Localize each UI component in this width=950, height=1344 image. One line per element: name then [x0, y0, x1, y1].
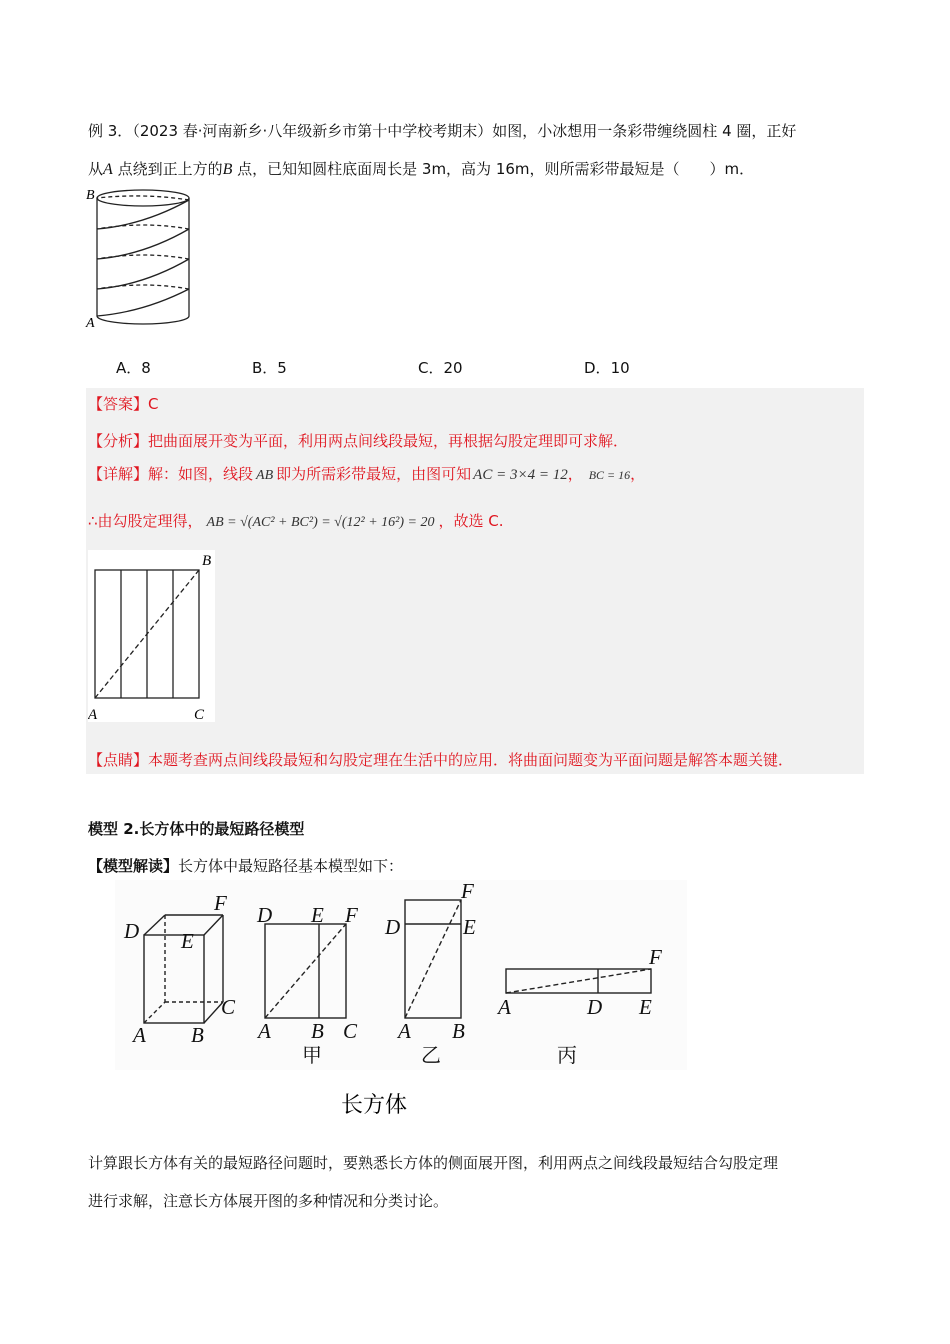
unrolled-label-b: B [202, 553, 212, 569]
answer-value: C [148, 395, 159, 413]
point-tag: 【点睛】 [88, 751, 149, 769]
label-yi: 乙 [421, 1045, 441, 1067]
unrolled-label-a: A [88, 707, 98, 722]
jia-label-b: B [311, 1019, 324, 1043]
jia-label-a: A [258, 1019, 271, 1043]
box-label-f: F [214, 891, 227, 915]
bing-label-a: A [498, 995, 511, 1019]
detail-line: 【详解】解：如图，线段 AB 即为所需彩带最短，由图可知 AC = 3×4 = 12， BC = 16， [88, 465, 646, 483]
question-line-1 [88, 120, 796, 141]
label-jia: 甲 [302, 1045, 322, 1067]
cuboid-diagrams [115, 880, 687, 1116]
equation-ab: AB = √(AC² + BC²) = √(12² + 16²) = 20 [206, 515, 435, 530]
detail-tag: 【详解】 [88, 465, 149, 483]
therefore-text: ∴由勾股定理得， [88, 512, 203, 530]
detail-text-a: 解：如图，线段 [148, 465, 254, 483]
option-c[interactable]: C．20 [418, 359, 463, 377]
box-label-b: B [191, 1023, 204, 1047]
analysis-tag: 【分析】 [88, 432, 149, 450]
example-label: 例 3． [88, 122, 133, 140]
option-b[interactable]: B．5 [252, 359, 287, 377]
yi-label-b: B [452, 1019, 465, 1043]
detail-text-b: 即为所需彩带最短，由图可知 [276, 465, 472, 483]
bing-label-f: F [649, 945, 662, 969]
label-bing: 丙 [557, 1045, 577, 1067]
cylinder-label-a: A [86, 316, 95, 331]
option-d[interactable]: D．10 [584, 359, 630, 377]
model-intro-text: 长方体中最短路径基本模型如下： [178, 857, 404, 875]
question-line-2 [88, 158, 754, 179]
jia-label-f: F [345, 903, 358, 927]
point-b: B [222, 161, 233, 178]
therefore-conclusion: ，故选 C. [438, 512, 504, 530]
question-source: （2023 春·河南新乡·八年级新乡市第十中学校考期末） [132, 122, 493, 140]
analysis-line [88, 430, 628, 451]
box-label-a: A [133, 1023, 146, 1047]
model-intro [88, 855, 403, 876]
box-label-e: E [181, 929, 194, 953]
jia-label-e: E [311, 903, 324, 927]
box-label-c: C [221, 995, 236, 1019]
jia-label-d: D [257, 903, 273, 927]
yi-label-a: A [398, 1019, 411, 1043]
option-a[interactable]: A．8 [116, 359, 151, 377]
analysis-text: 把曲面展开变为平面，利用两点间线段最短，再根据勾股定理即可求解． [148, 432, 629, 450]
point-line [88, 749, 793, 770]
answer-tag: 【答案】 [88, 395, 149, 413]
bing-label-d: D [587, 995, 603, 1019]
unrolled-figure [88, 550, 215, 722]
unrolled-label-c: C [194, 707, 205, 722]
cylinder-figure [84, 185, 214, 333]
yi-label-d: D [385, 915, 401, 939]
jia-label-c: C [343, 1019, 358, 1043]
model-heading: 模型 2.长方体中的最短路径模型 [88, 820, 305, 838]
question-text-2c: 点，已知知圆柱底面周长是 3m，高为 16m，则所需彩带最短是（ ）m． [232, 160, 755, 178]
yi-label-e: E [463, 915, 476, 939]
equation-ac: AC = 3×4 = 12 [473, 467, 568, 483]
point-a: A [103, 161, 113, 178]
answer-line [88, 393, 159, 414]
therefore-line [88, 510, 504, 531]
point-text: 本题考查两点间线段最短和勾股定理在生活中的应用．将曲面问题变为平面问题是解答本题关键． [148, 751, 794, 769]
question-text-2a: 从 [88, 160, 104, 178]
detail-segment-ab: AB [256, 468, 274, 483]
bing-label-e: E [639, 995, 652, 1019]
question-text-2b: 点绕到正上方的 [112, 160, 223, 178]
equation-bc: BC = 16 [588, 468, 631, 482]
model-paragraph-line-2: 进行求解，注意长方体展开图的多种情况和分类讨论。 [88, 1192, 449, 1210]
cylinder-label-b: B [86, 188, 95, 203]
model-intro-tag: 【模型解读】 [88, 857, 179, 875]
model-paragraph-line-1: 计算跟长方体有关的最短路径问题时，要熟悉长方体的侧面展开图，利用两点之间线段最短结合勾股定理 [88, 1154, 779, 1172]
question-text-1: 如图，小冰想用一条彩带缠绕圆柱 4 圈，正好 [492, 122, 797, 140]
cuboid-caption: 长方体 [341, 1092, 408, 1116]
box-label-d: D [124, 919, 140, 943]
yi-label-f: F [461, 880, 474, 903]
